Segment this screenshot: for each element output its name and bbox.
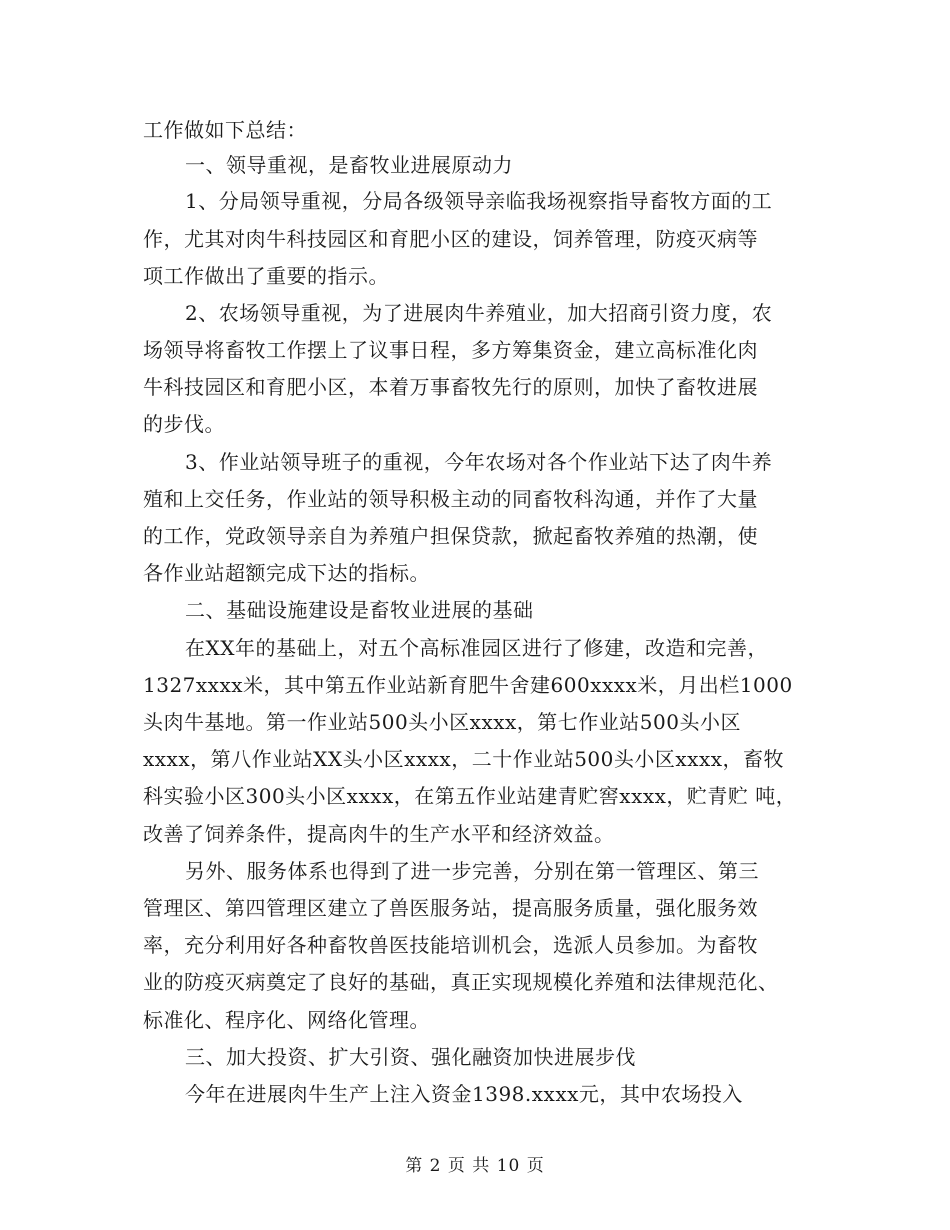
text-line: 殖和上交任务，作业站的领导积极主动的同畜牧科沟通，并作了大量 bbox=[143, 487, 758, 511]
text-line: 1、分局领导重视，分局各级领导亲临我场视察指导畜牧方面的工 bbox=[185, 189, 773, 213]
text-line: 率，充分利用好各种畜牧兽医技能培训机会，选派人员参加。为畜牧 bbox=[143, 933, 758, 957]
text-line: 在XX年的基础上，对五个高标准园区进行了修建，改造和完善， bbox=[185, 636, 768, 660]
text-line: 科实验小区300头小区xxxx，在第五作业站建青贮窖xxxx，贮青贮 吨， bbox=[143, 784, 797, 808]
text-line: 另外、服务体系也得到了进一步完善，分别在第一管理区、第三 bbox=[185, 859, 759, 883]
text-line: 管理区、第四管理区建立了兽医服务站，提高服务质量，强化服务效 bbox=[143, 896, 758, 920]
text-line: 改善了饲养条件，提高肉牛的生产水平和经济效益。 bbox=[143, 822, 615, 846]
text-line: 作，尤其对肉牛科技园区和育肥小区的建设，饲养管理，防疫灭病等 bbox=[143, 227, 758, 251]
text-line: xxxx，第八作业站XX头小区xxxx，二十作业站500头小区xxxx，畜牧 bbox=[143, 747, 785, 771]
text-line: 头肉牛基地。第一作业站500头小区xxxx，第七作业站500头小区 bbox=[143, 710, 741, 734]
text-line: 牛科技园区和育肥小区，本着万事畜牧先行的原则，加快了畜牧进展 bbox=[143, 375, 758, 399]
text-line: 项工作做出了重要的指示。 bbox=[143, 264, 389, 288]
text-line: 业的防疫灭病奠定了良好的基础，真正实现规模化养殖和法律规范化、 bbox=[143, 970, 779, 994]
text-line: 2、农场领导重视，为了进展肉牛养殖业，加大招商引资力度，农 bbox=[185, 301, 773, 325]
section-heading: 三、加大投资、扩大引资、强化融资加快进展步伐 bbox=[185, 1045, 636, 1069]
section-heading: 二、基础设施建设是畜牧业进展的基础 bbox=[185, 598, 534, 622]
text-line: 的步伐。 bbox=[143, 412, 225, 436]
text-line: 标准化、程序化、网络化管理。 bbox=[143, 1008, 430, 1032]
text-line: 的工作，党政领导亲自为养殖户担保贷款，掀起畜牧养殖的热潮，使 bbox=[143, 524, 758, 548]
text-line: 今年在进展肉牛生产上注入资金1398.xxxx元，其中农场投入 bbox=[185, 1082, 743, 1106]
text-line: 3、作业站领导班子的重视，今年农场对各个作业站下达了肉牛养 bbox=[185, 450, 773, 474]
text-line: 各作业站超额完成下达的指标。 bbox=[143, 561, 430, 585]
page-number-footer: 第 2 页 共 10 页 bbox=[405, 1156, 545, 1176]
section-heading: 一、领导重视，是畜牧业进展原动力 bbox=[185, 153, 513, 177]
text-line: 工作做如下总结： bbox=[143, 118, 307, 142]
text-line: 1327xxxx米，其中第五作业站新育肥牛舍建600xxxx米，月出栏1000 bbox=[143, 673, 793, 697]
text-line: 场领导将畜牧工作摆上了议事日程，多方筹集资金，建立高标准化肉 bbox=[143, 338, 758, 362]
